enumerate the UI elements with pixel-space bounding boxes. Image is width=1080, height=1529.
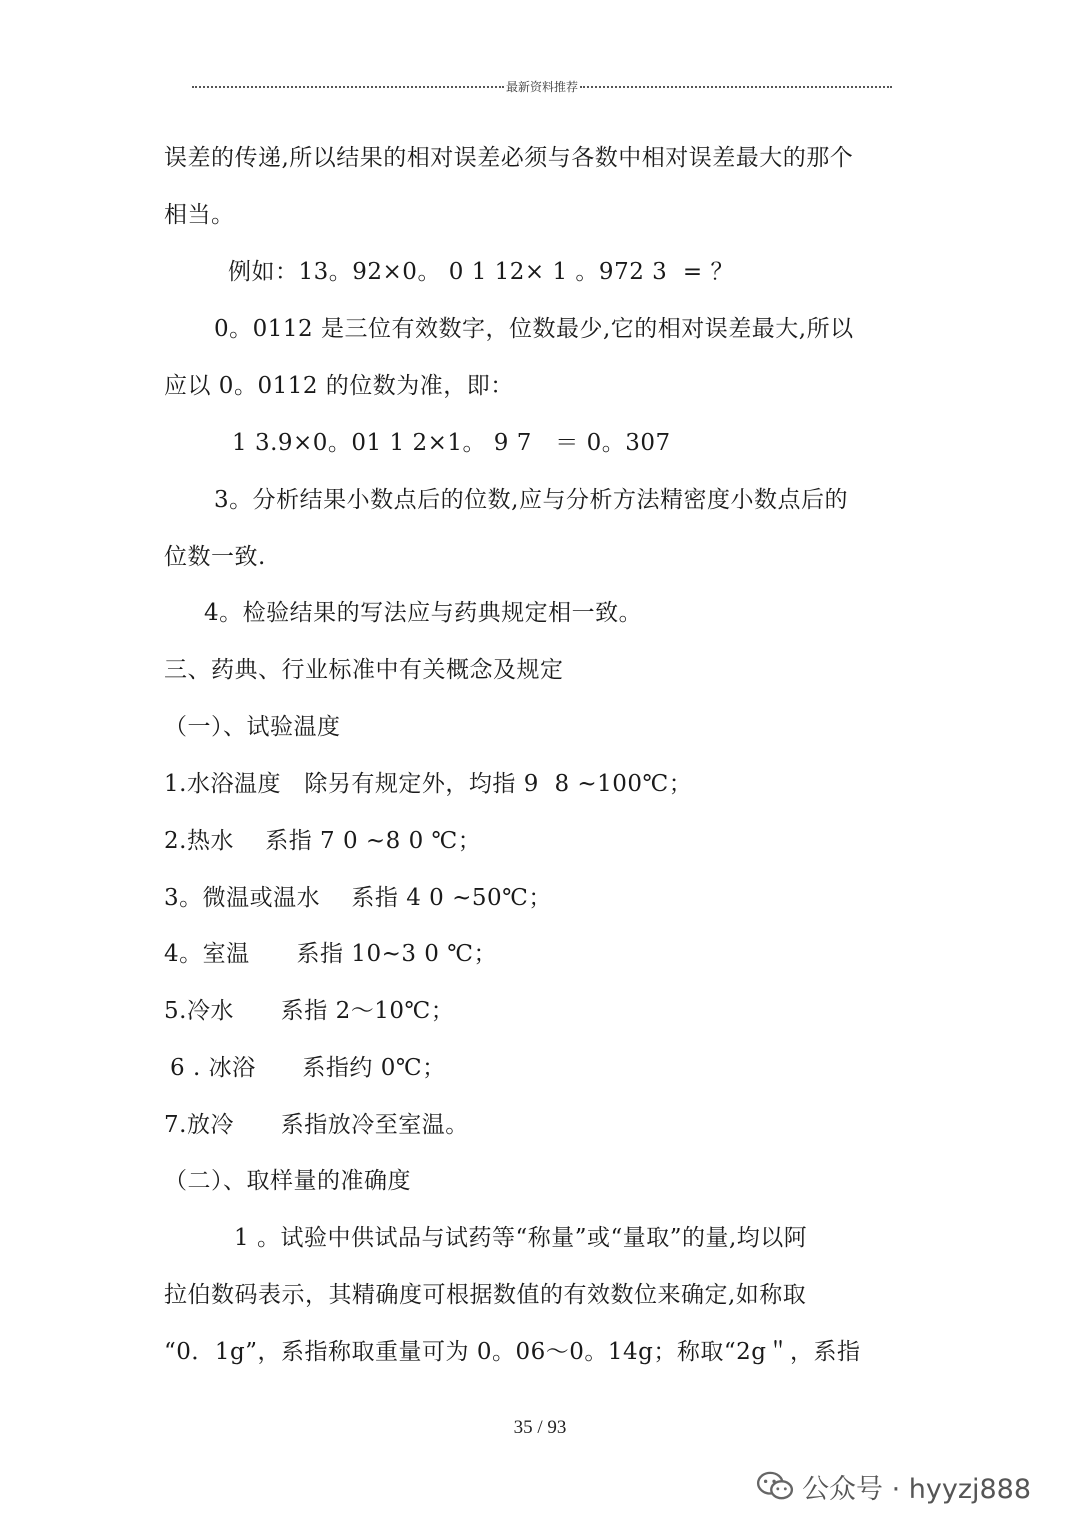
text-line: 0。0112 是三位有效数字，位数最少,它的相对误差最大,所以 <box>214 316 854 342</box>
text-line: 4。检验结果的写法应与药典规定相一致。 <box>204 600 643 626</box>
text-line: 拉伯数码表示，其精确度可根据数值的有效数位来确定,如称取 <box>164 1282 807 1308</box>
page-header <box>192 76 892 96</box>
watermark <box>756 1468 1031 1504</box>
list-item: 4。室温 系指 10~3 0 ℃； <box>164 941 497 967</box>
list-item: 7.放冷 系指放冷至室温。 <box>164 1112 469 1138</box>
list-item: 5.冷水 系指 2～10℃； <box>164 998 455 1024</box>
header-dots-left <box>192 86 504 88</box>
watermark-text: 公众号 · hyyzj888 <box>802 1473 1032 1505</box>
text-line: 1 。试验中供试品与试药等“称量”或“量取”的量,均以阿 <box>234 1225 808 1251</box>
text-line: 例如：13。92×0。 0 1 12× 1 。972 3 = ？ <box>228 259 734 285</box>
text-line: 3。分析结果小数点后的位数,应与分析方法精密度小数点后的 <box>214 487 848 513</box>
list-item: 1.水浴温度 除另有规定外，均指 9 8 ~100℃； <box>164 771 693 797</box>
page-number: 35 / 93 <box>513 1417 567 1438</box>
text-line: 应以 0。0112 的位数为准，即： <box>164 373 514 399</box>
header-dots-right <box>580 86 892 88</box>
text-line: 1 3.9×0。01 1 2×1。 9 7 ＝ 0。307 <box>232 430 671 456</box>
text-line: 误差的传递,所以结果的相对误差必须与各数中相对误差最大的那个 <box>164 145 854 171</box>
subsection-heading: （一）、试验温度 <box>164 714 341 740</box>
text-line: 相当。 <box>164 202 235 228</box>
list-item: 6 . 冰浴 系指约 0℃； <box>170 1055 446 1081</box>
section-heading: 三、药典、行业标准中有关概念及规定 <box>164 657 564 683</box>
header-title: 最新资料推荐 <box>506 79 579 94</box>
subsection-heading: （二）、取样量的准确度 <box>164 1168 411 1194</box>
list-item: 2.热水 系指 7 0 ~8 0 ℃； <box>164 828 482 854</box>
text-line: 位数一致. <box>164 544 266 570</box>
list-item: 3。微温或温水 系指 4 0 ~50℃； <box>164 885 552 911</box>
wechat-icon <box>756 1471 794 1501</box>
text-line: “0．1g”，系指称取重量可为 0。06～0。14g；称取“2g＂，系指 <box>164 1339 861 1365</box>
